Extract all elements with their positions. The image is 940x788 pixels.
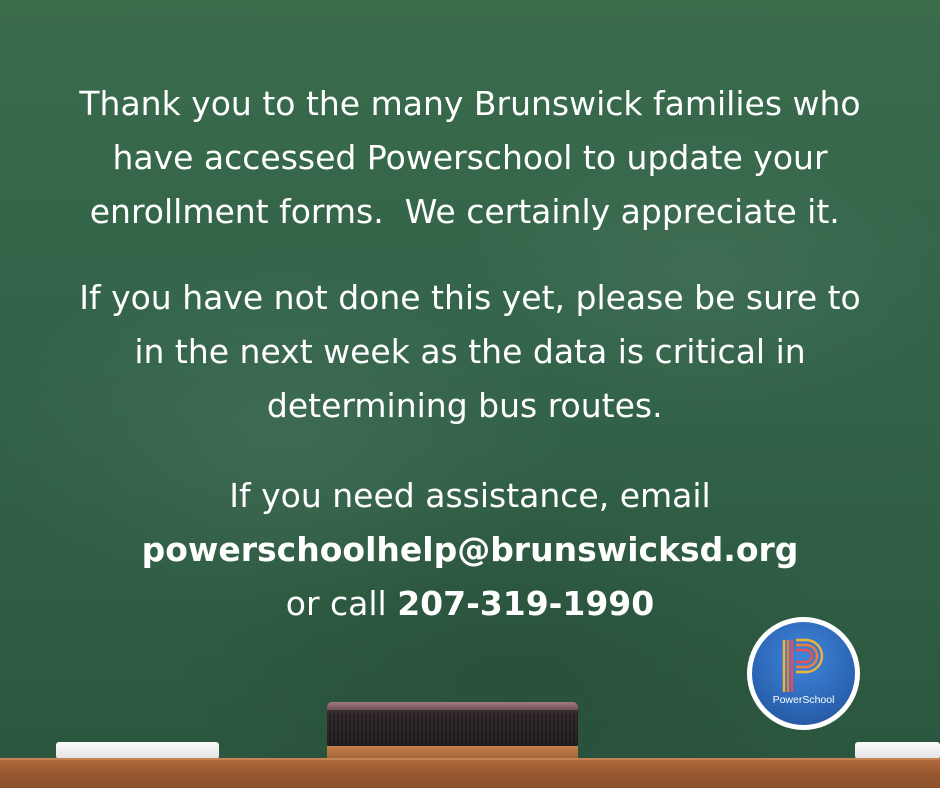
help-email: powerschoolhelp@brunswicksd.org bbox=[141, 530, 799, 569]
chalk-stick-right bbox=[855, 742, 940, 759]
reminder-line-2: in the next week as the data is critical in bbox=[134, 332, 806, 371]
chalkboard-eraser bbox=[327, 702, 578, 759]
reminder-line-1: If you have not done this yet, please be sure to bbox=[79, 278, 861, 317]
phone-number: 207-319-1990 bbox=[397, 584, 655, 623]
powerschool-logo bbox=[747, 617, 860, 730]
reminder-line-3: determining bus routes. bbox=[266, 386, 674, 425]
thank-you-paragraph bbox=[0, 77, 940, 239]
reminder-paragraph bbox=[0, 271, 940, 433]
call-prefix: or call bbox=[285, 584, 398, 623]
contact-paragraph bbox=[0, 469, 940, 631]
thank-you-line-2: have accessed Powerschool to update your bbox=[112, 138, 828, 177]
powerschool-p-icon bbox=[778, 636, 828, 696]
chalk-stick-left bbox=[56, 742, 219, 759]
chalk-ledge bbox=[0, 758, 940, 788]
thank-you-line-1: Thank you to the many Brunswick families who bbox=[79, 84, 861, 123]
eraser-felt-edge bbox=[327, 702, 578, 710]
assistance-line: If you need assistance, email bbox=[229, 476, 711, 515]
powerschool-logo-label: PowerSchool bbox=[772, 694, 835, 706]
thank-you-line-3: enrollment forms. We certainly appreciate it. bbox=[89, 192, 851, 231]
powerschool-logo-badge bbox=[752, 622, 855, 725]
